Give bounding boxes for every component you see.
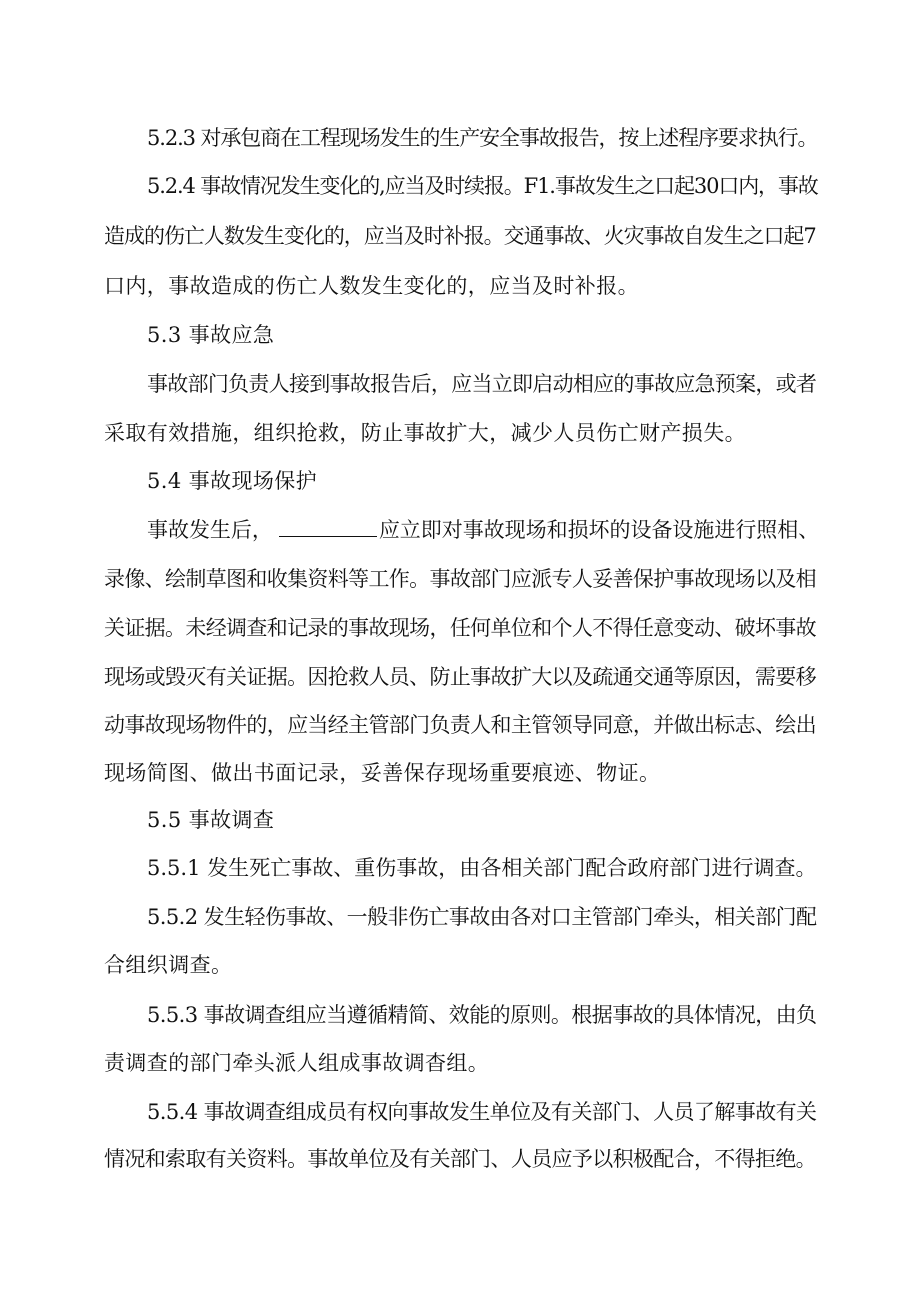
section-5-4-line-6: 现场简图、做出书面记录，妥善保存现场重要痕迹、物证。 (104, 761, 661, 785)
heading-5-5: 5.5 事故调查 (147, 808, 275, 832)
section-5-4-line-5: 动事故现场物件的，应当经主管部门负责人和主管领导同意，并做出标志、绘出 (104, 713, 816, 737)
section-5-5-3-line-2: 责调查的部门牵头派人组成事故调杳组。 (104, 1051, 490, 1075)
section-5-3-line-2: 采取有效措施，组织抢救，防止事故扩大，减少人员伤亡财产损失。 (104, 421, 746, 445)
section-5-3-line-1: 事故部门负责人接到事故报告后，应当立即启动相应的事故应急预案，或者 (147, 372, 817, 396)
section-5-2-4-line-1: 5.2.4 事故情况发生变化的,应当及时续报。F1.事故发生之口起30口内，事故 (147, 174, 818, 198)
section-5-2-4-line-2: 造成的伤亡人数发生变化的，应当及时补报。交通事故、火灾事故自发生之口起7 (104, 224, 816, 248)
section-5-5-1-line-1: 5.5.1 发生死亡事故、重伤事故，由各相关部门配合政府部门进行调查。 (147, 856, 817, 880)
section-5-5-2-line-2: 合组织调查。 (104, 953, 233, 977)
section-5-4-line-2: 录像、绘制草图和收集资料等工作。事故部门应派专人妥善保护事故现场以及相 (104, 567, 816, 591)
section-5-4-line-3: 关证据。未经调查和记录的事故现场，任何单位和个人不得任意变动、破坏事故 (104, 616, 816, 640)
fill-in-blank (279, 516, 377, 537)
section-5-2-4-line-3: 口内，事故造成的伤亡人数发生变化的，应当及时补报。 (104, 274, 639, 298)
section-5-4-line-1-start: 事故发生后， (147, 518, 273, 542)
section-5-5-4-line-1: 5.5.4 事故调查组成员有权向事故发生单位及有关部门、人员了解事故有关 (147, 1100, 817, 1124)
section-5-5-2-line-1: 5.5.2 发生轻伤事故、一般非伤亡事故由各对口主管部门牵头，相关部门配 (147, 905, 817, 929)
section-5-4-line-4: 现场或毁灭有关证据。因抢救人员、防止事故扩大以及疏通交通等原因，需要移 (104, 665, 816, 689)
heading-5-4: 5.4 事故现场保护 (147, 469, 318, 493)
section-5-4-line-1 (147, 516, 819, 544)
section-5-5-3-line-1: 5.5.3 事故调查组应当遵循精简、效能的原则。根据事故的具体情况，由负 (147, 1003, 817, 1027)
section-5-5-4-line-2: 情况和索取有关资料。事故单位及有关部门、人员应予以积极配合，不得拒绝。 (104, 1147, 816, 1171)
heading-5-3: 5.3 事故应急 (147, 323, 275, 347)
section-5-2-3-line-1: 5.2.3 对承包商在工程现场发生的生产安全事故报告，按上述程序要求执行。 (147, 126, 818, 150)
section-5-4-line-1-end: 应立即对事故现场和损坏的设备设施进行照相、 (378, 518, 820, 542)
